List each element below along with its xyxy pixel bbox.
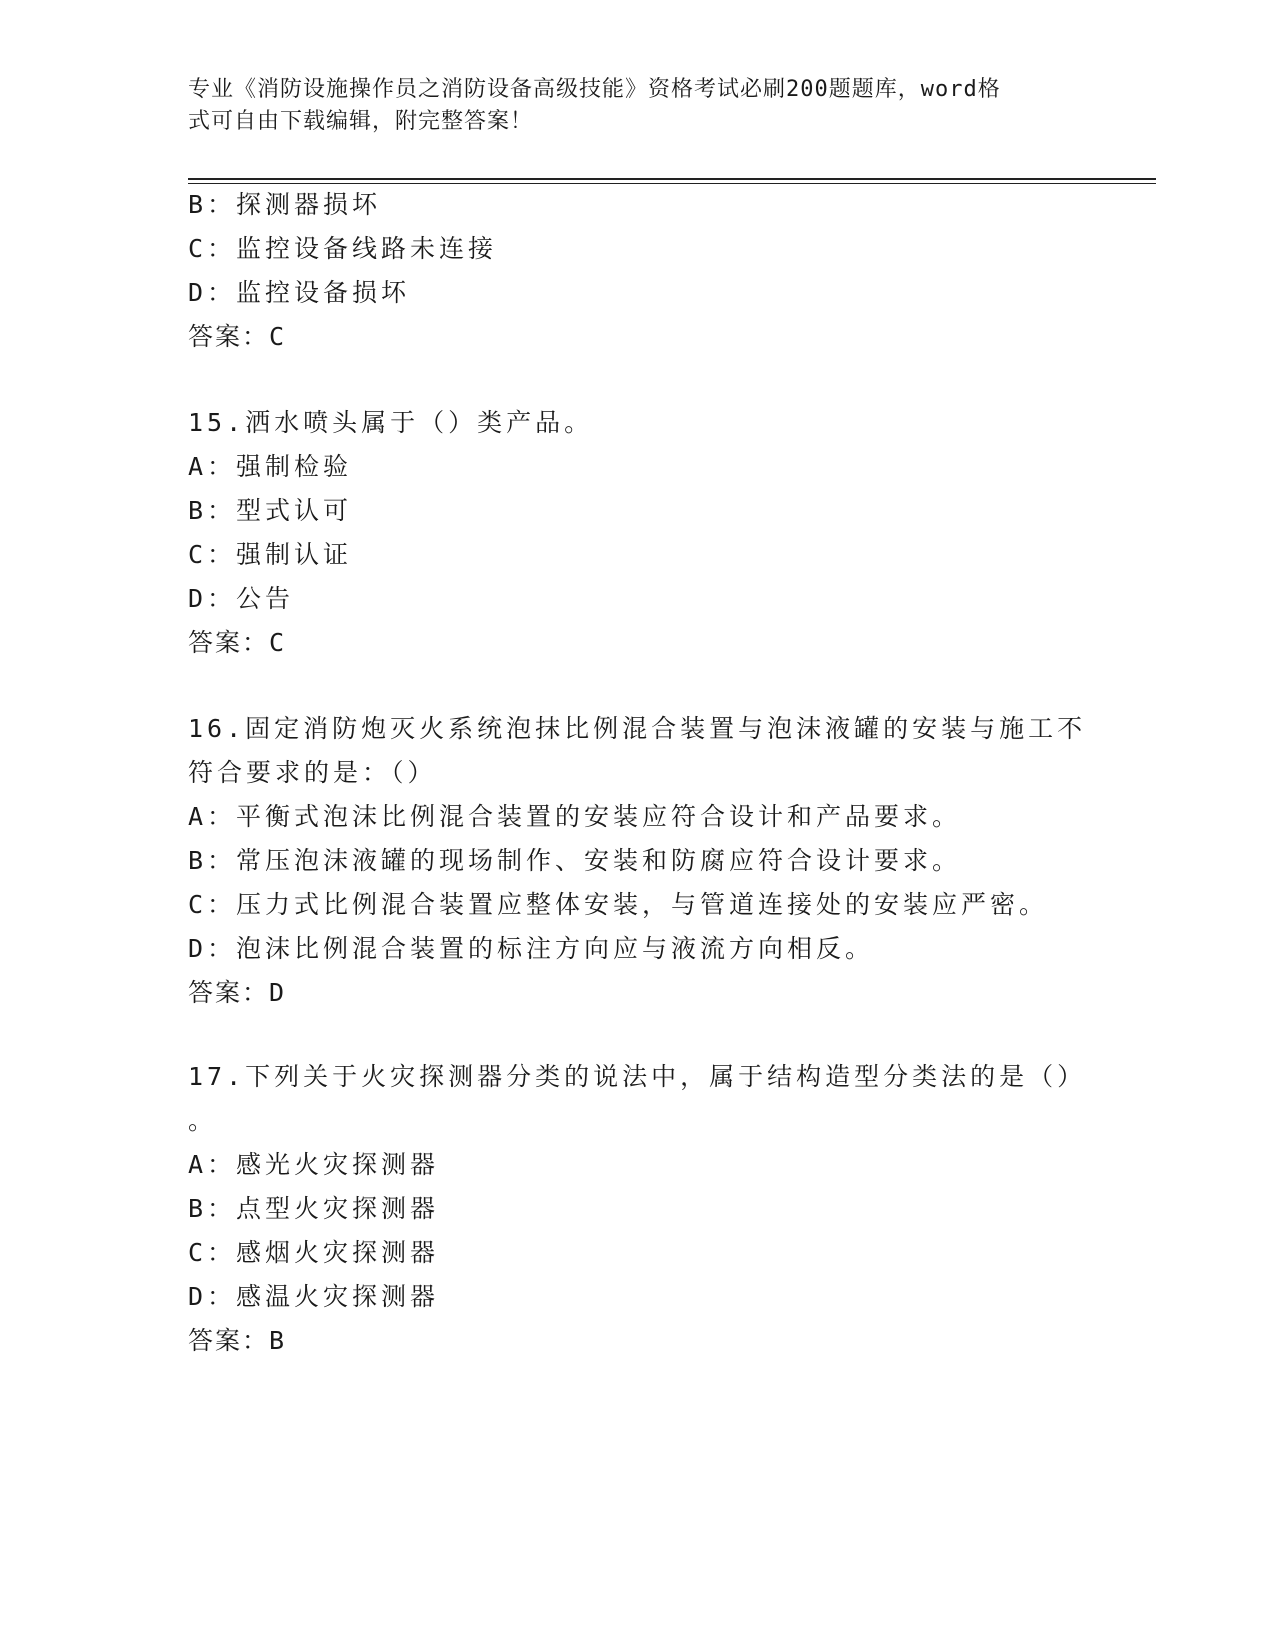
- header-line-1: 专业《消防设施操作员之消防设备高级技能》资格考试必刷200题题库，word格: [188, 77, 1001, 102]
- q14-option-d: D：监控设备损坏: [188, 278, 411, 307]
- q17-option-b: B：点型火灾探测器: [188, 1194, 440, 1223]
- q16-answer: 答案：D: [188, 978, 287, 1007]
- q15-option-c: C：强制认证: [188, 540, 353, 569]
- q16-option-b: B：常压泡沫液罐的现场制作、安装和防腐应符合设计要求。: [188, 846, 962, 875]
- q14-option-b: B：探测器损坏: [188, 190, 382, 219]
- q14-option-c: C：监控设备线路未连接: [188, 234, 498, 263]
- q15-option-a: A：强制检验: [188, 452, 353, 481]
- q15-answer: 答案：C: [188, 628, 287, 657]
- q16-option-d: D：泡沫比例混合装置的标注方向应与液流方向相反。: [188, 934, 875, 963]
- q15-option-b: B：型式认可: [188, 496, 353, 525]
- q17-answer: 答案：B: [188, 1326, 287, 1355]
- q16-option-a: A：平衡式泡沫比例混合装置的安装应符合设计和产品要求。: [188, 802, 962, 831]
- q16-question-line-2: 符合要求的是：（）: [188, 758, 437, 787]
- q17-option-a: A：感光火灾探测器: [188, 1150, 440, 1179]
- header-line-2: 式可自由下载编辑，附完整答案！: [188, 109, 534, 134]
- q17-option-c: C：感烟火灾探测器: [188, 1238, 440, 1267]
- header-divider-thin: [188, 183, 1156, 184]
- q14-answer: 答案：C: [188, 322, 287, 351]
- q16-question-line-1: 16.固定消防炮灭火系统泡抹比例混合装置与泡沫液罐的安装与施工不: [188, 714, 1087, 743]
- q17-option-d: D：感温火灾探测器: [188, 1282, 440, 1311]
- q17-question-line-2: 。: [188, 1106, 218, 1135]
- document-header: [188, 74, 1068, 138]
- q16-option-c: C：压力式比例混合装置应整体安装，与管道连接处的安装应严密。: [188, 890, 1049, 919]
- q17-question-line-1: 17.下列关于火灾探测器分类的说法中，属于结构造型分类法的是（）: [188, 1062, 1087, 1091]
- q15-question: 15.洒水喷头属于（）类产品。: [188, 408, 594, 437]
- q15-option-d: D：公告: [188, 584, 295, 613]
- header-divider: [188, 178, 1156, 180]
